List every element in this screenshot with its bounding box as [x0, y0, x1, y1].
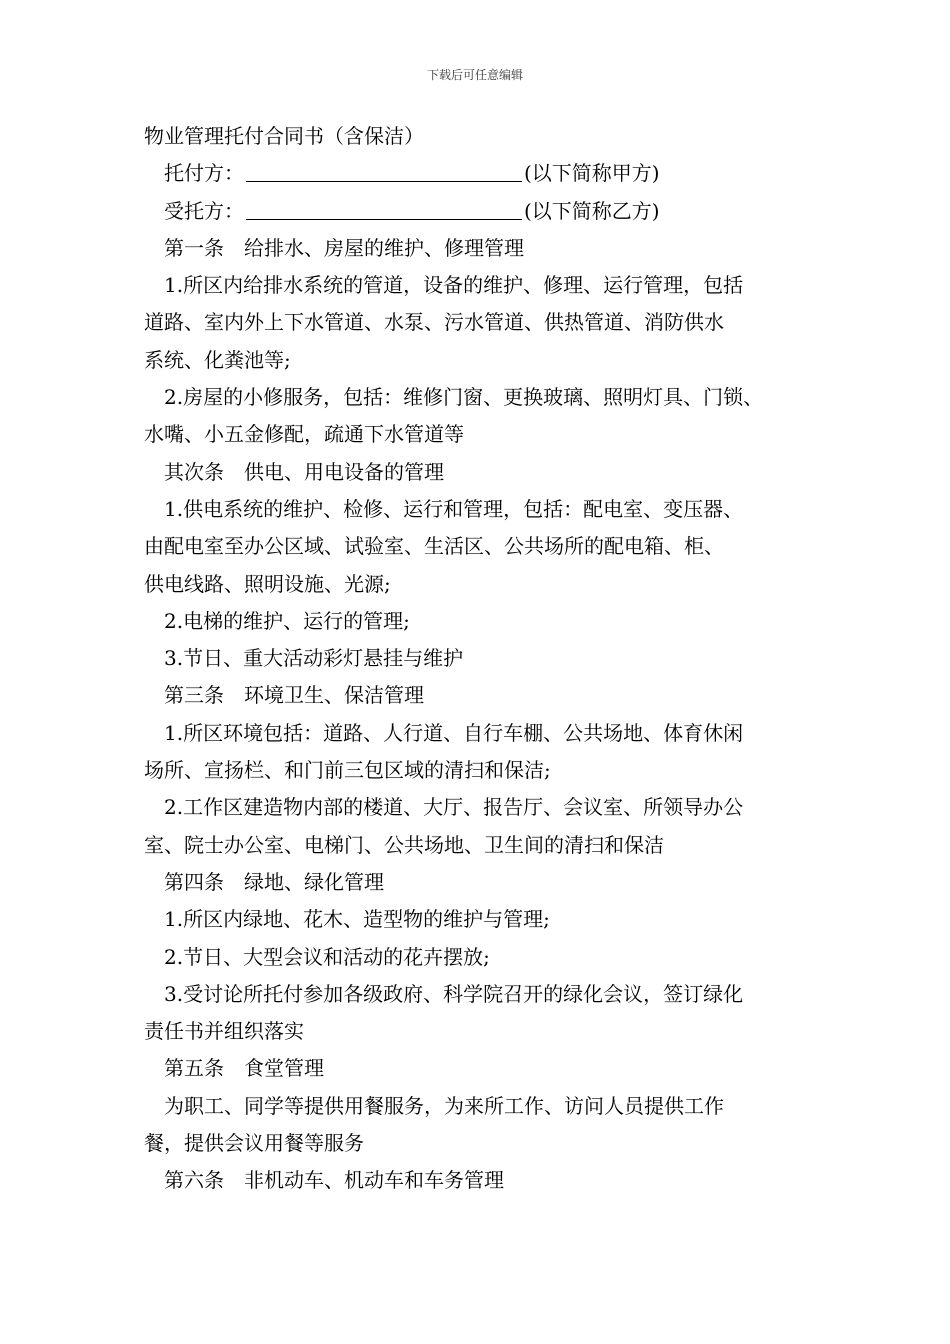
document-line: 室、院士办公室、电梯门、公共场地、卫生间的清扫和保洁 [144, 832, 664, 857]
document-line: 第六条 非机动车、机动车和车务管理 [164, 1168, 504, 1193]
document-line: 2.电梯的维护、运行的管理; [164, 608, 410, 633]
party-b-suffix: (以下简称乙方) [524, 198, 660, 223]
document-line: 其次条 供电、用电设备的管理 [164, 459, 444, 484]
page-header: 下载后可任意编辑 [426, 68, 523, 82]
party-a-label: 托付方： [164, 161, 244, 186]
document-line: 3.节日、重大活动彩灯悬挂与维护 [164, 646, 464, 671]
document-line: 由配电室至办公区域、试验室、生活区、公共场所的配电箱、柜、 [144, 534, 724, 559]
document-line: 第五条 食堂管理 [164, 1056, 324, 1081]
party-a-blank [246, 159, 522, 182]
document-line: 道路、室内外上下水管道、水泵、污水管道、供热管道、消防供水 [144, 310, 724, 335]
document-line: 水嘴、小五金修配，疏通下水管道等 [144, 422, 464, 447]
document-line: 第一条 给排水、房屋的维护、修理管理 [164, 235, 524, 260]
document-line: 第四条 绿地、绿化管理 [164, 869, 384, 894]
document-line: 系统、化粪池等; [144, 347, 291, 372]
document-line: 1.所区内给排水系统的管道，设备的维护、修理、运行管理，包括 [164, 273, 744, 298]
document-line: 责任书并组织落实 [144, 1019, 304, 1044]
document-line: 2.工作区建造物内部的楼道、大厅、报告厅、会议室、所领导办公 [164, 795, 744, 820]
party-b-label: 受托方： [164, 198, 244, 223]
document-line: 餐，提供会议用餐等服务 [144, 1131, 364, 1156]
document-line: 场所、宣扬栏、和门前三包区域的清扫和保洁; [144, 758, 551, 783]
document-line: 供电线路、照明设施、光源; [144, 571, 391, 596]
document-line: 第三条 环境卫生、保洁管理 [164, 683, 424, 708]
document-title: 物业管理托付合同书（含保洁） [144, 124, 424, 148]
document-body [144, 118, 834, 1200]
document-line: 2.节日、大型会议和活动的花卉摆放; [164, 944, 490, 969]
party-a-line [144, 155, 834, 192]
document-lines [144, 230, 834, 1200]
document-line: 1.所区环境包括：道路、人行道、自行车棚、公共场地、体育休闲 [164, 720, 744, 745]
document-line: 1.供电系统的维护、检修、运行和管理，包括：配电室、变压器、 [164, 496, 744, 521]
document-line: 3.受讨论所托付参加各级政府、科学院召开的绿化会议，签订绿化 [164, 981, 744, 1006]
party-b-line [144, 193, 834, 230]
document-line: 2.房屋的小修服务，包括：维修门窗、更换玻璃、照明灯具、门锁、 [164, 385, 764, 410]
document-line: 为职工、同学等提供用餐服务，为来所工作、访问人员提供工作 [164, 1093, 724, 1118]
party-a-suffix: (以下简称甲方) [524, 161, 660, 186]
document-line: 1.所区内绿地、花木、造型物的维护与管理; [164, 907, 550, 932]
party-b-blank [246, 197, 522, 220]
